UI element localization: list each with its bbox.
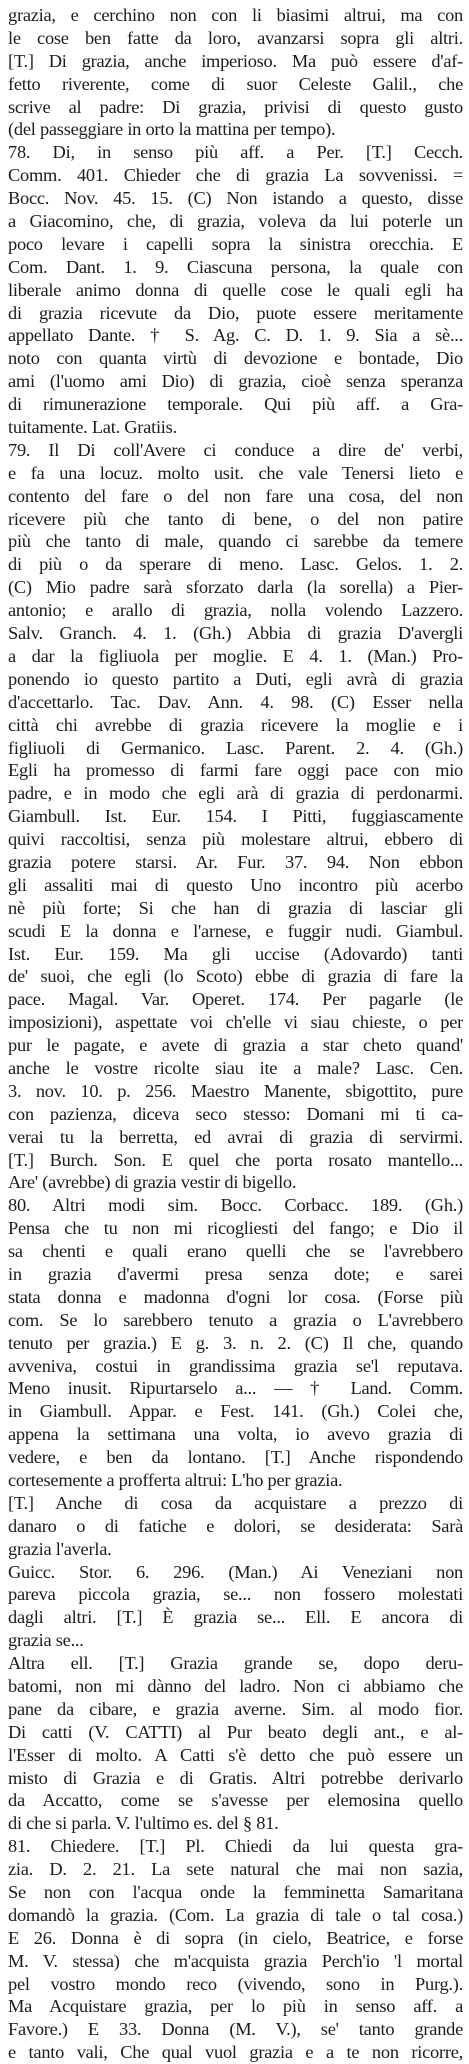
text-line: ricevere più che tanto di bene, o del non patire xyxy=(8,508,463,529)
text-line: Salv. Granch. 4. 1. (Gh.) Abbia di grazia D'avergli xyxy=(8,623,463,644)
text-line: da Accatto, come se s'avesse per elemosina quello xyxy=(8,1790,463,1811)
text-line: liberale animo donna di quelle cose le quali egli ha xyxy=(8,279,463,300)
text-line: imposizioni), aspettate voi ch'elle vi siau chieste, o per xyxy=(8,1012,463,1033)
text-line: pace. Magal. Var. Operet. 174. Per pagarle (le xyxy=(8,989,463,1010)
text-line: scrive al padre: Di grazia, privisi di questo gusto xyxy=(8,96,463,117)
text-line: figliuoli di Germanico. Lasc. Parent. 2. 4. (Gh.) xyxy=(8,737,463,758)
text-line: misto di Grazia e di Gratis. Altri potrebbe derivarlo xyxy=(8,1767,463,1788)
text-line: ami (l'uomo ami Dio) di grazia, cioè senza speranza xyxy=(8,371,463,392)
text-line: Se non con l'acqua onde la femminetta Samaritana xyxy=(8,1882,463,1903)
text-line: tenuto per grazia.) E g. 3. n. 2. (C) Il che, quando xyxy=(8,1332,463,1353)
text-line: com. Se lo sarebbero tenuto a grazia o L'avrebbero xyxy=(8,1309,463,1330)
text-line: più che tanto di male, quando ci sarebbe da temere xyxy=(8,531,463,552)
text-line: 81. Chiedere. [T.] Pl. Chiedi da lui questa gra- xyxy=(8,1836,463,1857)
text-line: fetto riverente, come di suor Celeste Galil., che xyxy=(8,73,463,94)
text-line: quivi raccoltisi, senza più molestare altrui, ebbero di xyxy=(8,829,463,850)
text-line: ponendo io questo partito a Duti, egli avrà di grazia xyxy=(8,668,463,689)
text-line: avveniva, costui in grandissima grazia se'l reputava. xyxy=(8,1355,463,1376)
text-line: grazia potere starsi. Ar. Fur. 37. 94. Non ebbon xyxy=(8,851,463,872)
text-line: a dar la figliuola per moglie. E 4. 1. (Man.) Pro- xyxy=(8,645,463,666)
text-line: pane da cibare, e grazia averne. Sim. al modo fior. xyxy=(8,1698,463,1719)
text-line: 79. Il Di coll'Avere ci conduce a dire de' verbi, xyxy=(8,439,463,460)
text-line: padre, e in modo che egli arà di grazia di perdonarmi. xyxy=(8,783,463,804)
text-line: dagli altri. [T.] È grazia se... Ell. E ancora di xyxy=(8,1607,463,1628)
text-line: Pensa che tu non mi ricogliesti del fango; e Dio il xyxy=(8,1218,463,1239)
text-line: E 26. Donna è di sopra (in cielo, Beatrice, e forse xyxy=(8,1927,463,1948)
text-line: batomi, non mi dànno del ladro. Non ci abbiamo che xyxy=(8,1676,463,1697)
text-line: sa chenti e quali erano quelli che se l'avrebbero xyxy=(8,1241,463,1262)
text-line: (del passeggiare in orto la mattina per tempo). xyxy=(8,119,336,140)
text-line: Giambull. Ist. Eur. 154. I Pitti, fuggiascamente xyxy=(8,806,463,827)
text-line: e fa una locuz. molto usit. che vale Tenersi lieto e xyxy=(8,462,463,483)
text-line: Comm. 401. Chieder che di grazia La sovvenissi. = xyxy=(8,165,463,186)
text-line: stata donna e madonna d'ogni lor cosa. (Forse più xyxy=(8,1286,463,1307)
text-line: con pazienza, diceva seco stesso: Domani mi ti ca- xyxy=(8,1103,463,1124)
text-line: grazia se... xyxy=(8,1630,84,1651)
text-line: pur le pagate, e avete di grazia a star cheto quand' xyxy=(8,1035,463,1056)
text-line: Di catti (V. CATTI) al Pur beato degli ant., e al- xyxy=(8,1721,463,1742)
text-line: in grazia d'avermi presa senza dote; e sarei xyxy=(8,1263,463,1284)
text-line: di che si parla. V. l'ultimo es. del § 81. xyxy=(8,1813,279,1834)
text-line: Meno inusit. Ripurtarselo a... — † Land. Comm. xyxy=(8,1378,463,1399)
text-line: gli assaliti mai di questo Uno incontro più acerbo xyxy=(8,874,463,895)
text-line: [T.] Di grazia, anche imperioso. Ma può essere d'af- xyxy=(8,50,463,71)
text-line: antonio; e arallo di grazia, nolla volendo Lazzero. xyxy=(8,600,463,621)
text-line: Bocc. Nov. 45. 15. (C) Non istando a questo, disse xyxy=(8,188,463,209)
text-line: d'accettarlo. Tac. Dav. Ann. 4. 98. (C) Esser nella xyxy=(8,691,463,712)
text-line: grazia, e cerchino non con li biasimi altrui, ma con xyxy=(8,5,463,25)
text-line: Altra ell. [T.] Grazia grande se, dopo deru- xyxy=(8,1653,463,1674)
text-line: di rimunerazione temporale. Qui più aff. a Gra- xyxy=(8,394,463,415)
text-line: 78. Di, in senso più aff. a Per. [T.] Cecch. xyxy=(8,142,463,163)
text-line: appellato Dante. † S. Ag. C. D. 1. 9. Sia a sè... xyxy=(8,325,463,346)
text-line: de' suoi, che egli (lo Scoto) ebbe di grazia di fare la xyxy=(8,966,463,987)
text-line: scudi E la donna e l'arnese, e fuggir nudi. Giambul. xyxy=(8,920,463,941)
text-line: vedere, e ben da lontano. [T.] Anche rispondendo xyxy=(8,1447,463,1468)
text-line: noto con quanta virtù di devozione e bontade, Dio xyxy=(8,348,463,369)
text-line: tuitamente. Lat. Gratiis. xyxy=(8,417,177,438)
text-line: nè più forte; Si che han di grazia di lasciar gli xyxy=(8,897,463,918)
text-line: di grazia ricevute da Dio, puote essere meritamente xyxy=(8,302,463,323)
text-line: M. V. stessa) che m'acquista grazia Perch'io 'l mortal xyxy=(8,1950,463,1971)
text-line: domandò la grazia. (Com. La grazia di tale o tal cosa.) xyxy=(8,1904,463,1925)
text-line: Ist. Eur. 159. Ma gli uccise (Adovardo) tanti xyxy=(8,943,463,964)
text-line: Are' (avrebbe) di grazia vestir di bigello. xyxy=(8,1172,297,1193)
text-line: (C) Mio padre sarà sforzato darla (la sorella) a Pier- xyxy=(8,577,463,598)
text-line: Com. Dant. 1. 9. Ciascuna persona, la quale con xyxy=(8,256,463,277)
text-line: [T.] Anche di cosa da acquistare a prezzo di xyxy=(8,1492,463,1513)
text-line: l'Esser di molto. A Catti s'è detto che può essere un xyxy=(8,1744,463,1765)
text-line: pel vostro mondo reco (vivendo, sono in Purg.). xyxy=(8,1973,463,1994)
text-line: di più o da sperare di meno. Lasc. Gelos. 1. 2. xyxy=(8,554,463,575)
text-line: Guicc. Stor. 6. 296. (Man.) Ai Veneziani non xyxy=(8,1561,463,1582)
text-line: danaro o di fatiche e dolori, se desiderata: Sarà xyxy=(8,1515,463,1536)
text-line: 80. Altri modi sim. Bocc. Corbacc. 189. (Gh.) xyxy=(8,1195,463,1216)
text-line: zia. D. 2. 21. La sete natural che mai non sazia, xyxy=(8,1859,463,1880)
text-line: a Giacomino, che, di grazia, voleva da lui poterle un xyxy=(8,211,463,232)
text-line: [T.] Burch. Son. E quel che porta rosato mantello... xyxy=(8,1149,463,1170)
text-line: contento del fare o del non fare una cosa, del non xyxy=(8,485,463,506)
text-line: pareva piccola grazia, se... non fossero molestati xyxy=(8,1584,463,1605)
text-line: Favore.) E 33. Donna (M. V.), se' tanto grande xyxy=(8,2019,463,2040)
text-line: in Giambull. Appar. e Fest. 141. (Gh.) Colei che, xyxy=(8,1401,463,1422)
text-line: e tanto vali, Che qual vuol grazia e a te non ricorre, xyxy=(8,2042,463,2063)
text-line: grazia l'averla. xyxy=(8,1538,112,1559)
text-line: poco levare i capelli sopra la sinistra orecchia. E xyxy=(8,233,463,254)
text-line: anche le vostre ricolte siau ite a male? Lasc. Cen. xyxy=(8,1057,463,1078)
text-line: le cose ben fatte da loro, avanzarsi sopra gli altri. xyxy=(8,27,463,48)
text-line: 3. nov. 10. p. 256. Maestro Manente, sbigottito, pure xyxy=(8,1080,463,1101)
text-line: Ma Acquistare grazia, per lo più in senso aff. a xyxy=(8,1996,463,2017)
text-line: città chi avrebbe di grazia ricevere la moglie e i xyxy=(8,714,463,735)
text-line: appena la settimana una volta, io avevo grazia di xyxy=(8,1424,463,1445)
text-line: verai tu la berretta, ed avrai di grazia di servirmi. xyxy=(8,1126,463,1147)
text-line: cortesemente a profferta altrui: L'ho per grazia. xyxy=(8,1470,343,1490)
text-line: Egli ha promesso di farmi fare oggi pace con mio xyxy=(8,760,463,781)
